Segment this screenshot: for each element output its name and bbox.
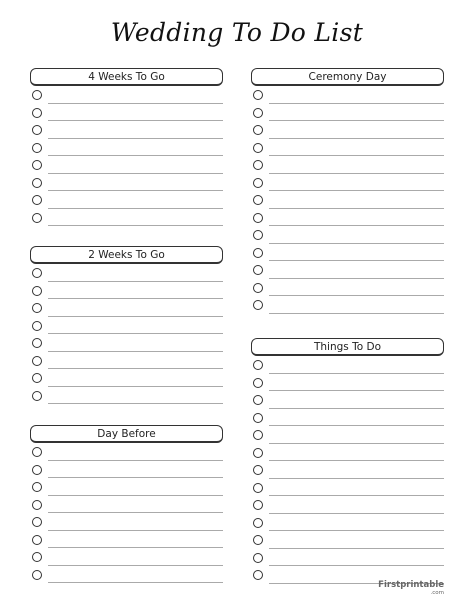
writing-line[interactable]	[269, 390, 444, 391]
checklist-item[interactable]	[30, 211, 223, 229]
writing-line[interactable]	[48, 582, 223, 583]
writing-line[interactable]	[48, 351, 223, 352]
checkbox-circle[interactable]	[253, 413, 263, 423]
checklist-item[interactable]	[251, 411, 444, 429]
checklist-item[interactable]	[30, 319, 223, 337]
checklist-item[interactable]	[251, 88, 444, 106]
writing-line[interactable]	[269, 565, 444, 566]
checkbox-circle[interactable]	[253, 360, 263, 370]
checklist-item[interactable]	[30, 123, 223, 141]
checklist-item[interactable]	[30, 336, 223, 354]
checkbox-circle[interactable]	[253, 395, 263, 405]
writing-line[interactable]	[48, 495, 223, 496]
writing-line[interactable]	[269, 278, 444, 279]
checkbox-circle[interactable]	[32, 482, 42, 492]
writing-line[interactable]	[269, 513, 444, 514]
checklist-item[interactable]	[30, 445, 223, 463]
checklist-item[interactable]	[251, 106, 444, 124]
checkbox-circle[interactable]	[253, 535, 263, 545]
checkbox-circle[interactable]	[32, 373, 42, 383]
writing-line[interactable]	[48, 316, 223, 317]
checkbox-circle[interactable]	[253, 300, 263, 310]
brand-name: Firstprintable	[378, 580, 444, 590]
writing-line[interactable]	[48, 138, 223, 139]
checkbox-circle[interactable]	[253, 553, 263, 563]
checklist-item[interactable]	[30, 284, 223, 302]
checkbox-circle[interactable]	[32, 447, 42, 457]
section-things-to-do	[251, 338, 444, 586]
checkbox-circle[interactable]	[32, 160, 42, 170]
checkbox-circle[interactable]	[253, 483, 263, 493]
section-header-day-before: Day Before	[30, 425, 223, 443]
checklist-rows	[251, 88, 444, 316]
checkbox-circle[interactable]	[253, 430, 263, 440]
writing-line[interactable]	[48, 403, 223, 404]
writing-line[interactable]	[269, 373, 444, 374]
checklist-item[interactable]	[251, 498, 444, 516]
brand-tld: .com	[430, 590, 444, 596]
checkbox-circle[interactable]	[32, 143, 42, 153]
checkbox-circle[interactable]	[32, 356, 42, 366]
writing-line[interactable]	[48, 565, 223, 566]
checkbox-circle[interactable]	[32, 108, 42, 118]
checkbox-circle[interactable]	[253, 465, 263, 475]
checklist-item[interactable]	[30, 354, 223, 372]
section-header-four-weeks: 4 Weeks To Go	[30, 68, 223, 86]
writing-line[interactable]	[269, 408, 444, 409]
writing-line[interactable]	[269, 495, 444, 496]
right-column	[251, 68, 444, 588]
writing-line[interactable]	[269, 225, 444, 226]
checklist-item[interactable]	[251, 376, 444, 394]
writing-line[interactable]	[269, 425, 444, 426]
checkbox-circle[interactable]	[253, 265, 263, 275]
checklist-item[interactable]	[30, 389, 223, 407]
checkbox-circle[interactable]	[253, 213, 263, 223]
writing-line[interactable]	[269, 530, 444, 531]
writing-line[interactable]	[48, 333, 223, 334]
writing-line[interactable]	[269, 260, 444, 261]
checkbox-circle[interactable]	[253, 500, 263, 510]
writing-line[interactable]	[269, 190, 444, 191]
writing-line[interactable]	[48, 155, 223, 156]
writing-line[interactable]	[48, 512, 223, 513]
checklist-item[interactable]	[251, 533, 444, 551]
checkbox-circle[interactable]	[32, 465, 42, 475]
section-header-things-to-do: Things To Do	[251, 338, 444, 356]
writing-line[interactable]	[48, 120, 223, 121]
writing-line[interactable]	[269, 208, 444, 209]
section-ceremony-day	[251, 68, 444, 316]
checkbox-circle[interactable]	[253, 143, 263, 153]
writing-line[interactable]	[269, 460, 444, 461]
checklist-item[interactable]	[251, 428, 444, 446]
writing-line[interactable]	[48, 173, 223, 174]
checklist-item[interactable]	[30, 568, 223, 586]
checklist-item[interactable]	[30, 463, 223, 481]
section-header-ceremony-day: Ceremony Day	[251, 68, 444, 86]
checklist-item[interactable]	[251, 176, 444, 194]
brand-logo	[378, 581, 444, 596]
checkbox-circle[interactable]	[32, 552, 42, 562]
checkbox-circle[interactable]	[32, 321, 42, 331]
checkbox-circle[interactable]	[32, 338, 42, 348]
writing-line[interactable]	[48, 530, 223, 531]
checklist-item[interactable]	[30, 371, 223, 389]
checkbox-circle[interactable]	[32, 286, 42, 296]
checkbox-circle[interactable]	[253, 160, 263, 170]
checklist-item[interactable]	[251, 446, 444, 464]
checklist-item[interactable]	[251, 211, 444, 229]
checkbox-circle[interactable]	[32, 268, 42, 278]
writing-line[interactable]	[269, 173, 444, 174]
writing-line[interactable]	[269, 478, 444, 479]
checkbox-circle[interactable]	[32, 213, 42, 223]
writing-line[interactable]	[269, 313, 444, 314]
checkbox-circle[interactable]	[253, 125, 263, 135]
checklist-item[interactable]	[251, 193, 444, 211]
checklist-item[interactable]	[251, 246, 444, 264]
writing-line[interactable]	[48, 225, 223, 226]
section-header-two-weeks: 2 Weeks To Go	[30, 246, 223, 264]
writing-line[interactable]	[269, 155, 444, 156]
checklist-item[interactable]	[251, 516, 444, 534]
checklist-item[interactable]	[30, 480, 223, 498]
checklist-rows	[30, 88, 223, 228]
writing-line[interactable]	[48, 298, 223, 299]
checklist-item[interactable]	[251, 141, 444, 159]
writing-line[interactable]	[48, 281, 223, 282]
checklist-item[interactable]	[251, 463, 444, 481]
writing-line[interactable]	[269, 103, 444, 104]
checkbox-circle[interactable]	[32, 391, 42, 401]
checklist-item[interactable]	[30, 515, 223, 533]
checkbox-circle[interactable]	[253, 248, 263, 258]
writing-line[interactable]	[48, 547, 223, 548]
checkbox-circle[interactable]	[253, 518, 263, 528]
writing-line[interactable]	[269, 138, 444, 139]
writing-line[interactable]	[48, 190, 223, 191]
checklist-item[interactable]	[30, 550, 223, 568]
checklist-item[interactable]	[30, 176, 223, 194]
writing-line[interactable]	[48, 368, 223, 369]
checklist-item[interactable]	[30, 533, 223, 551]
checkbox-circle[interactable]	[253, 195, 263, 205]
writing-line[interactable]	[48, 208, 223, 209]
checklist-item[interactable]	[251, 298, 444, 316]
checklist-item[interactable]	[251, 263, 444, 281]
checklist-item[interactable]	[30, 158, 223, 176]
checkbox-circle[interactable]	[253, 178, 263, 188]
checkbox-circle[interactable]	[32, 195, 42, 205]
writing-line[interactable]	[269, 120, 444, 121]
checkbox-circle[interactable]	[32, 125, 42, 135]
checkbox-circle[interactable]	[32, 303, 42, 313]
checklist-item[interactable]	[30, 301, 223, 319]
checklist-item[interactable]	[251, 551, 444, 569]
writing-line[interactable]	[48, 386, 223, 387]
left-column	[30, 68, 223, 588]
checkbox-circle[interactable]	[32, 517, 42, 527]
writing-line[interactable]	[48, 460, 223, 461]
checkbox-circle[interactable]	[32, 535, 42, 545]
writing-line[interactable]	[269, 548, 444, 549]
checklist-item[interactable]	[30, 193, 223, 211]
writing-line[interactable]	[48, 477, 223, 478]
writing-line[interactable]	[269, 243, 444, 244]
checkbox-circle[interactable]	[253, 283, 263, 293]
checklist-item[interactable]	[30, 106, 223, 124]
writing-line[interactable]	[269, 295, 444, 296]
page-title: Wedding To Do List	[110, 18, 364, 47]
checklist-item[interactable]	[251, 281, 444, 299]
checklist-rows	[30, 266, 223, 406]
checklist-item[interactable]	[30, 88, 223, 106]
section-day-before	[30, 425, 223, 585]
checkbox-circle[interactable]	[253, 378, 263, 388]
checklist-item[interactable]	[251, 158, 444, 176]
checkbox-circle[interactable]	[253, 448, 263, 458]
writing-line[interactable]	[48, 103, 223, 104]
checklist-rows	[251, 358, 444, 586]
checkbox-circle[interactable]	[32, 178, 42, 188]
checklist-item[interactable]	[251, 228, 444, 246]
writing-line[interactable]	[269, 443, 444, 444]
section-four-weeks	[30, 68, 223, 228]
checkbox-circle[interactable]	[253, 90, 263, 100]
checklist-item[interactable]	[251, 358, 444, 376]
checkbox-circle[interactable]	[253, 230, 263, 240]
checkbox-circle[interactable]	[32, 500, 42, 510]
checklist-rows	[30, 445, 223, 585]
checkbox-circle[interactable]	[253, 108, 263, 118]
checkbox-circle[interactable]	[32, 90, 42, 100]
checklist-item[interactable]	[251, 123, 444, 141]
checklist-item[interactable]	[30, 498, 223, 516]
checklist-item[interactable]	[251, 393, 444, 411]
checklist-item[interactable]	[30, 141, 223, 159]
checkbox-circle[interactable]	[253, 570, 263, 580]
checklist-item[interactable]	[251, 481, 444, 499]
checklist-item[interactable]	[30, 266, 223, 284]
checkbox-circle[interactable]	[32, 570, 42, 580]
section-two-weeks	[30, 246, 223, 406]
